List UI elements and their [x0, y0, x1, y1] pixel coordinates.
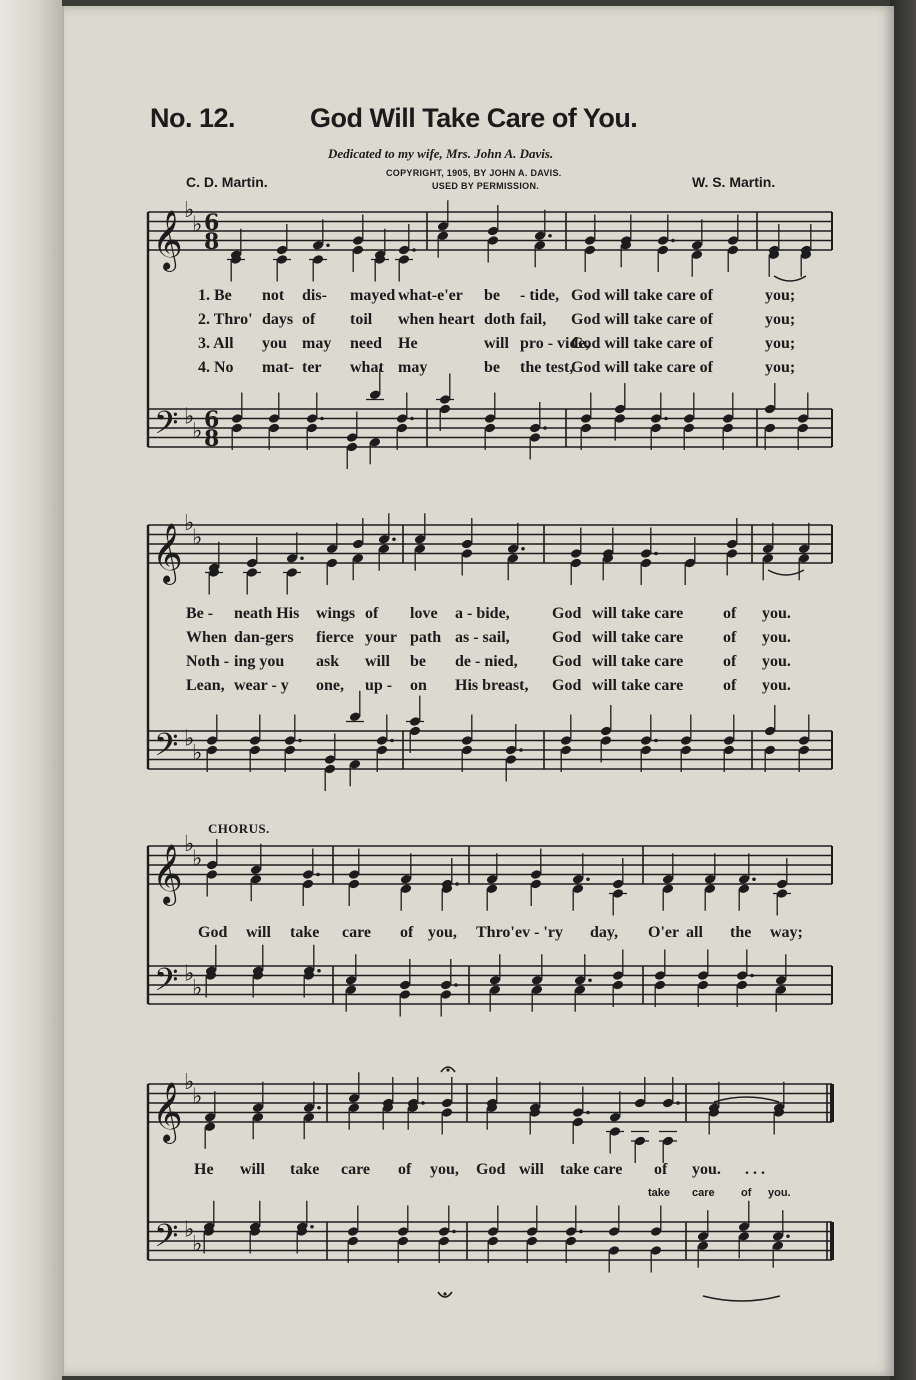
lyric-syllable: love	[410, 605, 438, 622]
lyric-syllable: you.	[762, 629, 791, 646]
dot	[300, 556, 304, 560]
lyric-syllable: you.	[762, 677, 791, 694]
copyright-notice: COPYRIGHT, 1905, BY JOHN A. DAVIS.	[386, 168, 562, 178]
dot	[317, 1106, 321, 1110]
lyric-syllable: take	[290, 1161, 320, 1178]
lyric-syllable: of	[398, 1161, 412, 1178]
lyric-syllable: what	[350, 359, 384, 376]
flat-icon: ♭	[192, 418, 203, 444]
composer-credit: W. S. Martin.	[692, 174, 776, 190]
lyric-syllable: of	[723, 677, 737, 694]
lyric-syllable: will take care	[592, 653, 684, 670]
lyric-syllable: will	[484, 335, 509, 352]
dot	[586, 1111, 590, 1115]
lyric-syllable: need	[350, 335, 382, 352]
lyric-syllable: He	[194, 1161, 214, 1178]
lyric-syllable: the	[730, 924, 752, 941]
lyric-syllable: you,	[430, 1161, 459, 1178]
lyric-syllable: 3. All	[198, 335, 234, 352]
dot	[326, 243, 330, 247]
lyric-syllable: not	[262, 287, 285, 304]
lyric-syllable: God	[552, 605, 582, 622]
lyric-syllable: toil	[350, 311, 373, 328]
dot	[390, 739, 394, 743]
lyric-syllable: days	[262, 311, 294, 328]
lyric-syllable: He	[398, 335, 418, 352]
time-signature-denominator: 8	[204, 229, 220, 255]
chorus-label: CHORUS.	[208, 821, 270, 836]
lyric-syllable: 1. Be	[198, 287, 232, 304]
fermata-dot	[443, 1292, 446, 1295]
lyric-syllable: of	[723, 653, 737, 670]
lyric-syllable: be	[410, 653, 426, 670]
flat-icon: ♭	[192, 846, 203, 872]
lyricist-credit: C. D. Martin.	[186, 174, 268, 190]
lyric-syllable: may	[302, 335, 332, 352]
hymn-number: No. 12.	[150, 103, 236, 133]
lyric-syllable: a - bide,	[455, 605, 510, 622]
dot	[750, 974, 754, 978]
lyric-syllable: will take care	[592, 629, 684, 646]
dot	[586, 877, 590, 881]
dot	[310, 1225, 314, 1229]
dot	[579, 1230, 583, 1234]
lyric-syllable: God will take care of	[571, 287, 713, 304]
lyric-syllable: care	[692, 1187, 715, 1199]
lyric-syllable: God	[552, 629, 582, 646]
tie-slur	[714, 1097, 779, 1102]
lyric-syllable: wear - y	[234, 677, 289, 694]
lyric-syllable: will take care	[592, 605, 684, 622]
dot	[664, 417, 668, 421]
dedication: Dedicated to my wife, Mrs. John A. Davis.	[328, 146, 554, 161]
lyric-syllable: God	[198, 924, 228, 941]
lyric-syllable: fail,	[520, 311, 547, 328]
dot	[421, 1101, 425, 1105]
lyric-syllable: you,	[428, 924, 457, 941]
lyric-syllable: wings	[316, 605, 356, 622]
lyric-syllable: mat-	[262, 359, 294, 376]
lyric-syllable: God	[552, 653, 582, 670]
lyric-syllable: may	[398, 359, 428, 376]
lyric-syllable: of	[723, 629, 737, 646]
lyric-syllable: be	[484, 359, 500, 376]
lyric-syllable: Be -	[186, 605, 214, 622]
dot	[320, 417, 324, 421]
lyric-syllable: O'er	[648, 924, 680, 941]
dot	[454, 983, 458, 987]
lyric-syllable: path	[410, 629, 442, 646]
lyric-syllable: will	[246, 924, 271, 941]
dot	[671, 239, 675, 243]
lyric-syllable: what-e'er	[398, 287, 463, 304]
lyric-syllable: of	[365, 605, 379, 622]
lyric-syllable: Noth -	[186, 653, 230, 670]
lyric-syllable: up -	[365, 677, 393, 694]
dot	[521, 547, 525, 551]
lyric-syllable: Thro'	[476, 924, 515, 941]
lyric-syllable: be	[484, 287, 500, 304]
bass-clef-icon: 𝄢	[154, 404, 179, 449]
dot	[548, 234, 552, 238]
lyric-syllable: all	[686, 924, 703, 941]
lyric-syllable: Lean,	[186, 677, 225, 694]
dot	[452, 1230, 456, 1234]
lyric-syllable: when heart	[398, 311, 475, 328]
lyric-syllable: dan-gers	[234, 629, 294, 646]
lyric-syllable: your	[365, 629, 397, 646]
lyric-syllable: of	[654, 1161, 668, 1178]
lyric-syllable: of	[302, 311, 316, 328]
lyric-syllable: you;	[765, 359, 796, 376]
lyric-syllable: care	[342, 924, 372, 941]
bass-clef-icon: 𝄢	[154, 1217, 179, 1262]
lyric-syllable: care	[341, 1161, 371, 1178]
dot	[455, 882, 459, 886]
lyric-syllable: ter	[302, 359, 322, 376]
lyric-syllable: will	[365, 653, 390, 670]
lyric-syllable: you;	[765, 335, 796, 352]
fermata-dot	[446, 1068, 449, 1071]
lyric-syllable: God will take care of	[571, 335, 713, 352]
lyric-syllable: God will take care of	[571, 311, 713, 328]
dot	[654, 739, 658, 743]
dot	[786, 1234, 790, 1238]
treble-clef-icon: 𝄞	[152, 210, 183, 270]
permission-notice: USED BY PERMISSION.	[432, 181, 540, 191]
flat-icon: ♭	[184, 961, 195, 987]
flat-icon: ♭	[192, 212, 203, 238]
dot	[588, 978, 592, 982]
flat-icon: ♭	[192, 1084, 203, 1110]
lyric-syllable: When	[186, 629, 227, 646]
dot	[519, 748, 523, 752]
lyric-syllable: way;	[770, 924, 803, 941]
dot	[298, 739, 302, 743]
hymn-title: God Will Take Care of You.	[310, 103, 638, 133]
bass-clef-icon: 𝄢	[154, 726, 179, 771]
lyric-syllable: mayed	[350, 287, 396, 304]
dot	[543, 426, 547, 430]
lyric-syllable: you	[262, 335, 287, 352]
dot	[316, 873, 320, 877]
lyric-syllable: neath His	[234, 605, 300, 622]
lyric-syllable: fierce	[316, 629, 354, 646]
lyric-syllable: will	[519, 1161, 544, 1178]
lyric-syllable: of	[400, 924, 414, 941]
dot	[654, 552, 658, 556]
lyric-syllable: you;	[765, 287, 796, 304]
lyric-syllable: will take care	[592, 677, 684, 694]
flat-icon: ♭	[184, 726, 195, 752]
lyric-syllable: dis-	[302, 287, 327, 304]
lyric-syllable: one,	[316, 677, 344, 694]
tie-slur	[703, 1296, 780, 1301]
lyric-syllable: . . .	[745, 1161, 765, 1178]
dot	[392, 537, 396, 541]
flat-icon: ♭	[184, 1070, 195, 1095]
lyric-syllable: take	[648, 1187, 671, 1199]
dot	[412, 248, 416, 252]
lyric-syllable: ev - 'ry	[515, 924, 563, 941]
dot	[676, 1101, 680, 1105]
time-signature-numerator: 6	[204, 407, 220, 433]
lyric-syllable: day,	[590, 924, 619, 941]
lyric-syllable: - tide,	[520, 287, 560, 304]
lyric-syllable: doth	[484, 311, 516, 328]
treble-clef-icon: 𝄞	[152, 1082, 183, 1142]
time-signature-numerator: 6	[204, 210, 220, 236]
lyric-syllable: you;	[765, 311, 796, 328]
treble-clef-icon: 𝄞	[152, 844, 183, 904]
lyric-syllable: ing you	[234, 653, 285, 670]
lyric-syllable: you.	[692, 1161, 721, 1178]
time-signature-denominator: 8	[204, 426, 220, 452]
lyric-syllable: you.	[762, 605, 791, 622]
flat-icon: ♭	[192, 1231, 203, 1257]
dot	[410, 417, 414, 421]
flat-icon: ♭	[192, 525, 203, 551]
flat-icon: ♭	[184, 1217, 195, 1243]
lyric-syllable: 4. No	[198, 359, 234, 376]
bass-clef-icon: 𝄢	[154, 961, 179, 1006]
flat-icon: ♭	[184, 404, 195, 430]
lyric-syllable: take	[290, 924, 320, 941]
flat-icon: ♭	[184, 511, 195, 536]
dot	[752, 877, 756, 881]
flat-icon: ♭	[192, 975, 203, 1001]
lyric-syllable: the test,	[520, 359, 574, 376]
lyric-syllable: God	[476, 1161, 506, 1178]
lyric-syllable: of	[741, 1187, 752, 1199]
dot	[317, 969, 321, 973]
lyric-syllable: on	[410, 677, 427, 694]
lyric-syllable: you.	[762, 653, 791, 670]
flat-icon: ♭	[184, 198, 195, 223]
lyric-syllable: of	[723, 605, 737, 622]
treble-clef-icon: 𝄞	[152, 523, 183, 583]
lyric-syllable: God will take care of	[571, 359, 713, 376]
lyric-syllable: pro - vide,	[520, 335, 590, 352]
lyric-syllable: ask	[316, 653, 340, 670]
lyric-syllable: God	[552, 677, 582, 694]
lyric-syllable: you.	[768, 1187, 791, 1199]
lyric-syllable: take care	[560, 1161, 623, 1178]
lyric-syllable: as - sail,	[455, 629, 510, 646]
lyric-syllable: de - nied,	[455, 653, 518, 670]
flat-icon: ♭	[192, 740, 203, 766]
flat-icon: ♭	[184, 832, 195, 857]
lyric-syllable: His breast,	[455, 677, 529, 694]
lyric-syllable: 2. Thro'	[198, 311, 253, 328]
lyric-syllable: will	[240, 1161, 265, 1178]
